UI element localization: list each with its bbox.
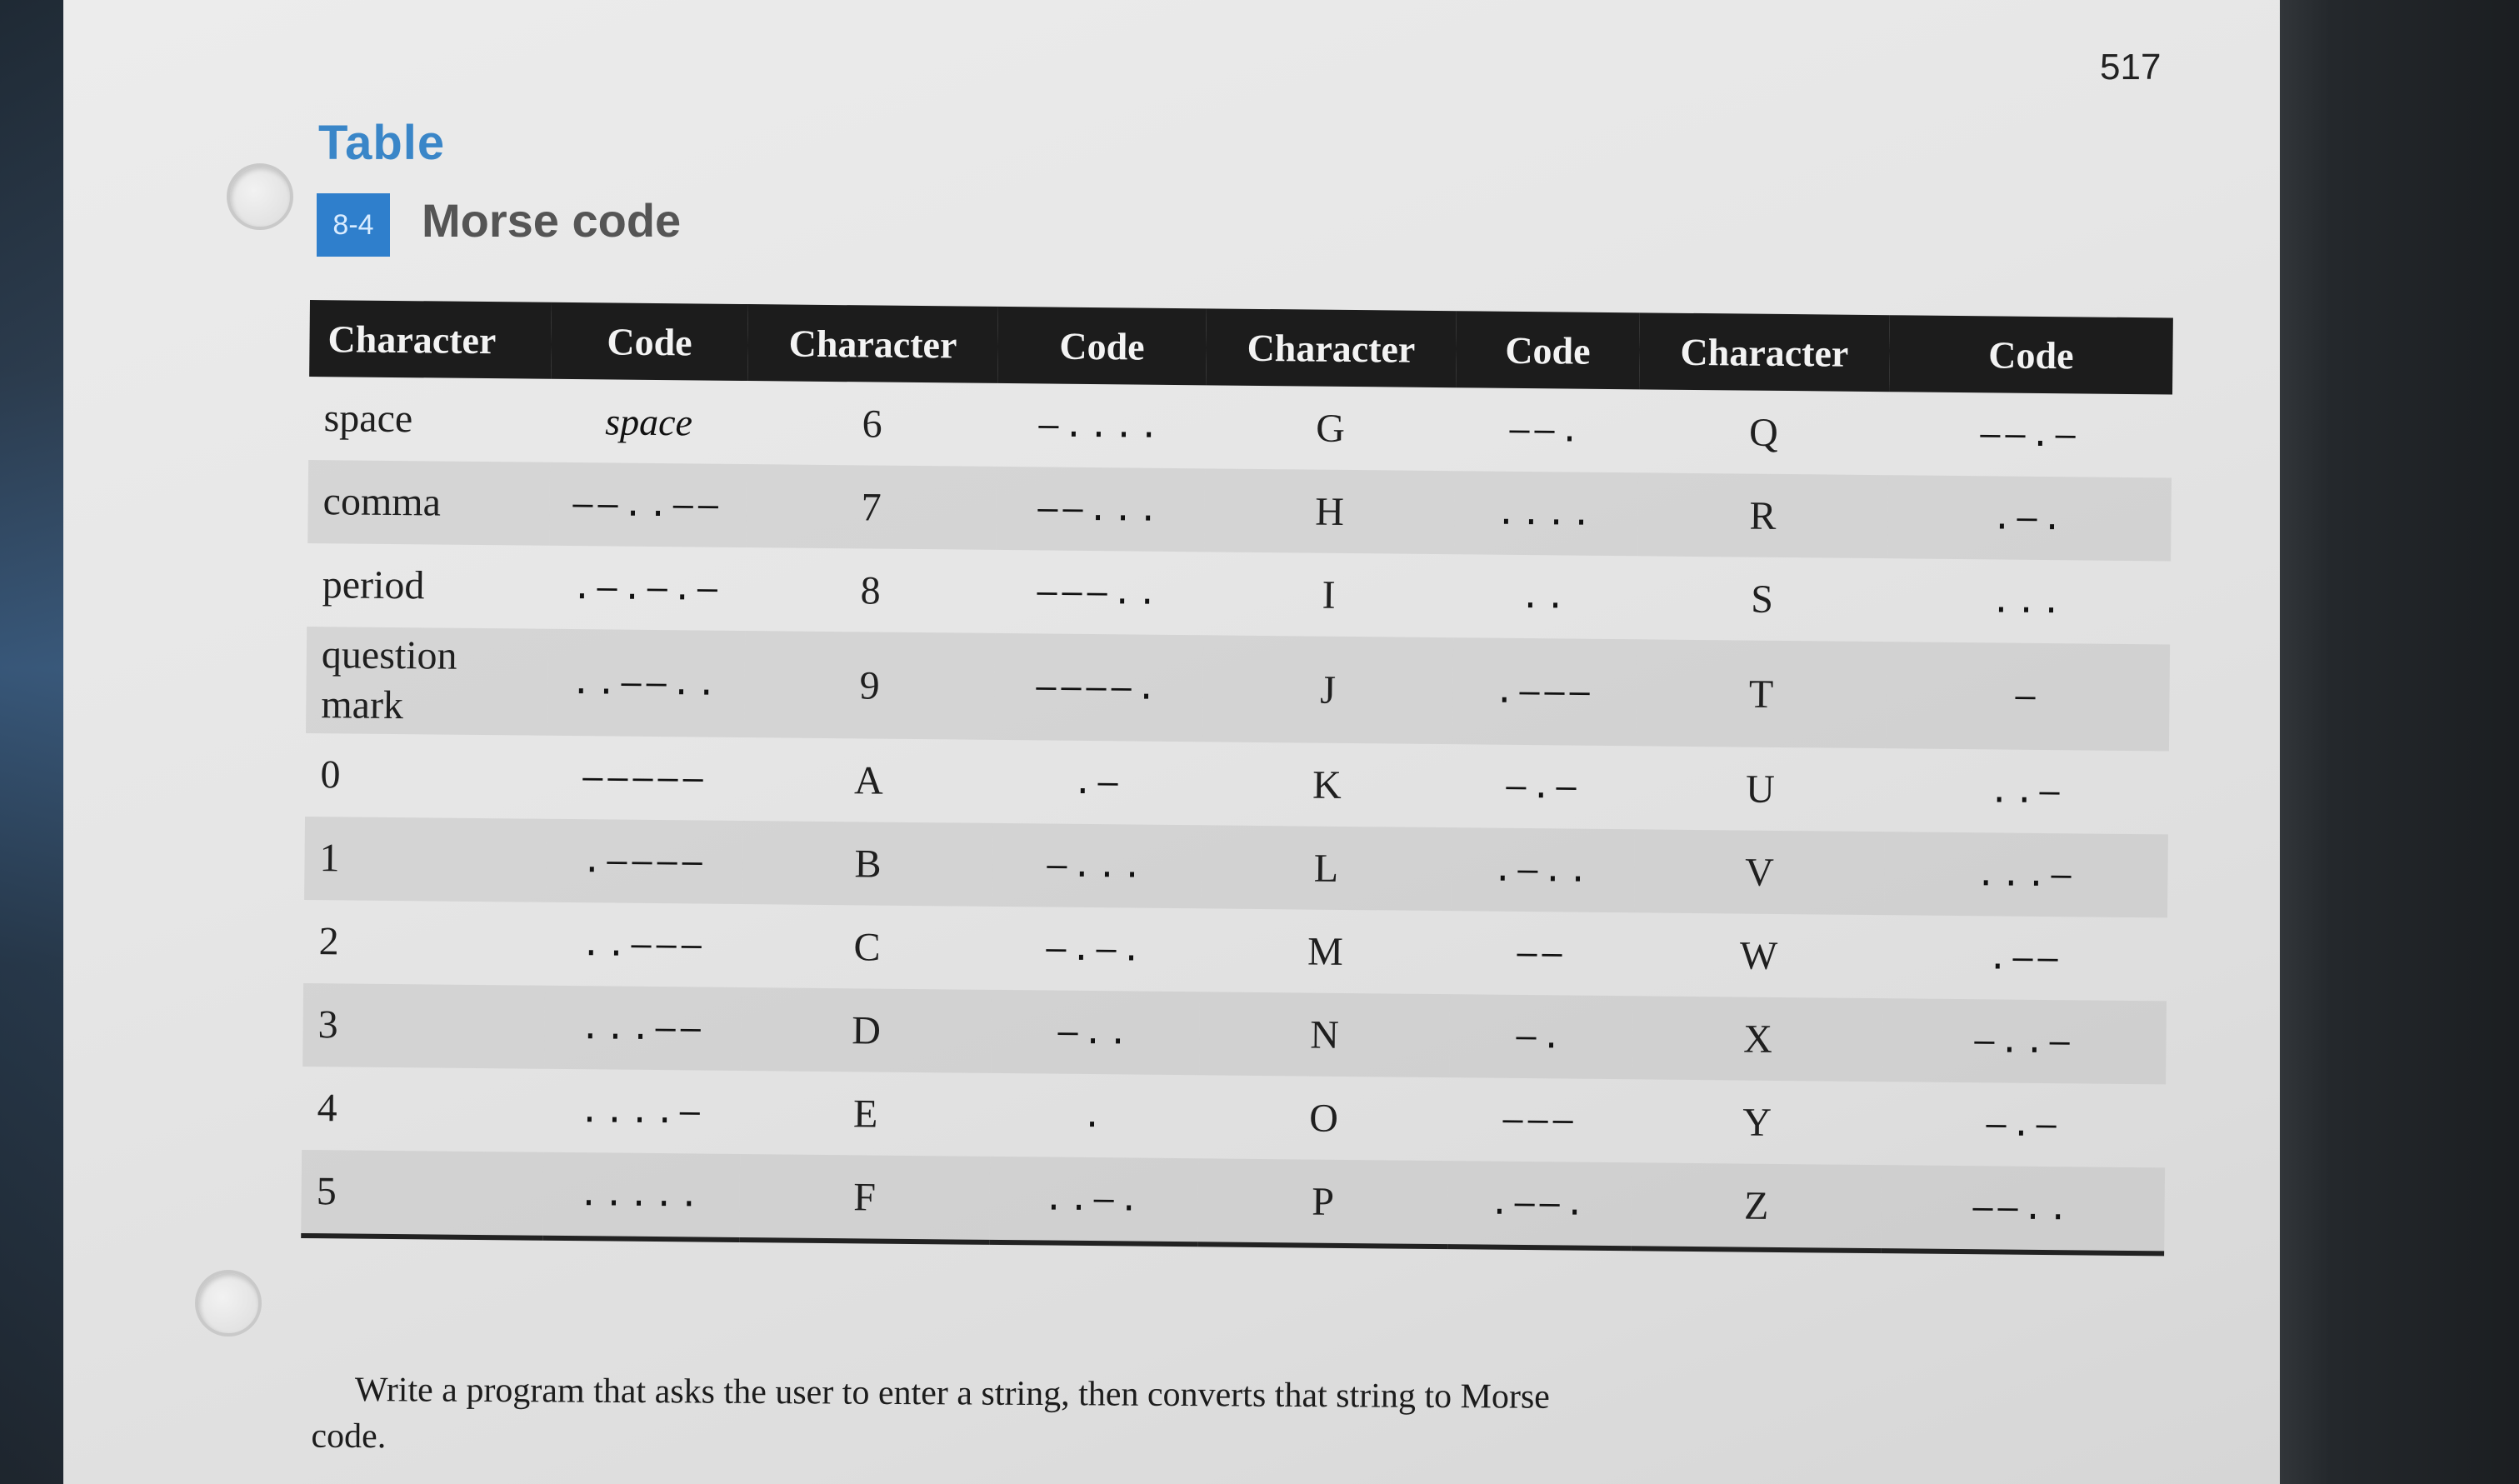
code-cell: ––.. bbox=[1881, 1165, 2165, 1253]
code-cell: ....– bbox=[579, 1092, 706, 1132]
table-kicker: Table bbox=[318, 116, 446, 170]
code-cell: –.– bbox=[1506, 767, 1582, 807]
character-cell: G bbox=[1315, 406, 1346, 451]
character-cell: S bbox=[1751, 577, 1774, 622]
table-caption: Morse code bbox=[422, 194, 682, 247]
character-cell: 2 bbox=[318, 919, 339, 964]
code-cell: ––– bbox=[1502, 1100, 1578, 1140]
character-cell: space bbox=[323, 396, 413, 442]
code-cell: –..– bbox=[1882, 998, 2167, 1084]
page-number: 517 bbox=[2100, 47, 2162, 87]
code-cell: space bbox=[605, 399, 693, 443]
character-cell: P bbox=[1197, 1158, 1448, 1247]
character-cell: W bbox=[1739, 933, 1778, 978]
code-cell: ––––. bbox=[994, 633, 1203, 742]
column-header-code: Code bbox=[607, 319, 692, 363]
character-cell: X bbox=[1632, 996, 1883, 1082]
character-cell: N bbox=[1199, 992, 1450, 1077]
code-cell: ..– bbox=[1989, 772, 2065, 812]
column-header-code: Code bbox=[1059, 324, 1145, 368]
character-cell: 4 bbox=[317, 1086, 337, 1131]
character-cell: 1 bbox=[304, 817, 547, 902]
character-cell: period bbox=[322, 562, 425, 608]
code-cell: –– bbox=[1517, 933, 1567, 973]
character-cell: U bbox=[1745, 767, 1776, 812]
code-cell: – bbox=[1886, 642, 2170, 751]
code-cell: –... bbox=[992, 823, 1202, 908]
column-header-code: Code bbox=[1505, 328, 1591, 372]
code-cell: –. bbox=[1449, 994, 1633, 1079]
character-cell: H bbox=[1204, 468, 1455, 554]
character-cell: 9 bbox=[744, 631, 995, 740]
character-cell: 5 bbox=[301, 1150, 543, 1238]
background-right-edge bbox=[2250, 0, 2519, 1484]
code-cell: ..... bbox=[542, 1152, 740, 1240]
code-cell: –.–. bbox=[1046, 929, 1147, 969]
code-cell: ––... bbox=[996, 467, 1205, 552]
table-row bbox=[306, 627, 2170, 751]
character-cell: D bbox=[741, 987, 992, 1073]
character-cell: F bbox=[739, 1154, 990, 1242]
code-cell: ...– bbox=[1884, 832, 2168, 917]
table-number-badge: 8-4 bbox=[317, 193, 390, 257]
column-header-character: Character bbox=[1680, 330, 1849, 375]
code-cell: ...–– bbox=[544, 986, 742, 1071]
character-cell: Y bbox=[1742, 1100, 1772, 1145]
column-header-character: Character bbox=[327, 317, 497, 362]
code-cell: ––. bbox=[1509, 410, 1585, 450]
code-cell: ––..–– bbox=[549, 462, 747, 547]
code-cell: –.. bbox=[991, 990, 1200, 1075]
character-cell: L bbox=[1201, 825, 1452, 911]
code-cell: –––.. bbox=[1037, 572, 1163, 612]
character-cell: O bbox=[1309, 1096, 1339, 1141]
code-cell: .––– bbox=[1452, 637, 1637, 746]
exercise-line: code. bbox=[311, 1417, 387, 1457]
character-cell: T bbox=[1636, 639, 1887, 748]
code-cell: .. bbox=[1520, 577, 1571, 617]
column-header-character: Character bbox=[788, 322, 957, 366]
exercise-line: Write a program that asks the user to enter a string, then converts that string to Morse bbox=[354, 1370, 1551, 1417]
column-header-code: Code bbox=[1988, 332, 2074, 377]
character-cell: 0 bbox=[320, 752, 341, 797]
character-cell: J bbox=[1202, 635, 1453, 744]
character-cell: K bbox=[1312, 762, 1342, 807]
character-cell: Z bbox=[1631, 1162, 1882, 1251]
code-cell: –.... bbox=[1038, 406, 1165, 446]
code-cell: .–.. bbox=[1451, 827, 1635, 912]
character-cell: 3 bbox=[302, 983, 545, 1069]
code-cell: .–.–.– bbox=[572, 568, 723, 608]
code-cell: .–. bbox=[1887, 475, 2172, 561]
character-cell: 7 bbox=[746, 464, 997, 550]
character-cell: I bbox=[1322, 572, 1336, 617]
code-cell: ... bbox=[1991, 582, 2067, 622]
character-cell: 8 bbox=[860, 567, 881, 613]
code-cell: ..–. bbox=[989, 1157, 1198, 1244]
book-page bbox=[63, 0, 2280, 1484]
character-cell: E bbox=[852, 1091, 878, 1137]
character-cell: question mark bbox=[306, 627, 548, 736]
column-header-character: Character bbox=[1247, 326, 1416, 371]
code-cell: . bbox=[1082, 1096, 1107, 1136]
binder-hole-icon bbox=[195, 1270, 262, 1337]
code-cell: .––. bbox=[1447, 1161, 1632, 1248]
character-cell: C bbox=[853, 924, 881, 970]
code-cell: ––.– bbox=[1980, 415, 2081, 455]
code-cell: –.– bbox=[1986, 1105, 2062, 1145]
binder-hole-icon bbox=[227, 163, 293, 230]
character-cell: V bbox=[1634, 829, 1885, 915]
code-cell: ..––– bbox=[581, 925, 707, 965]
character-cell: comma bbox=[307, 460, 550, 546]
character-cell: A bbox=[853, 757, 884, 803]
code-cell: .–– bbox=[1987, 938, 2063, 978]
code-cell: ––––– bbox=[582, 758, 708, 798]
character-cell: M bbox=[1307, 929, 1344, 974]
code-cell: .–––– bbox=[546, 819, 743, 904]
code-cell: .– bbox=[1072, 762, 1123, 802]
code-cell: .... bbox=[1454, 471, 1638, 556]
code-cell: ..––.. bbox=[547, 629, 745, 737]
character-cell: B bbox=[742, 821, 993, 907]
character-cell: Q bbox=[1748, 410, 1779, 455]
character-cell: 6 bbox=[862, 401, 882, 447]
character-cell: R bbox=[1637, 472, 1888, 558]
exercise-text bbox=[311, 1367, 1772, 1468]
morse-code-table bbox=[301, 300, 2173, 1256]
